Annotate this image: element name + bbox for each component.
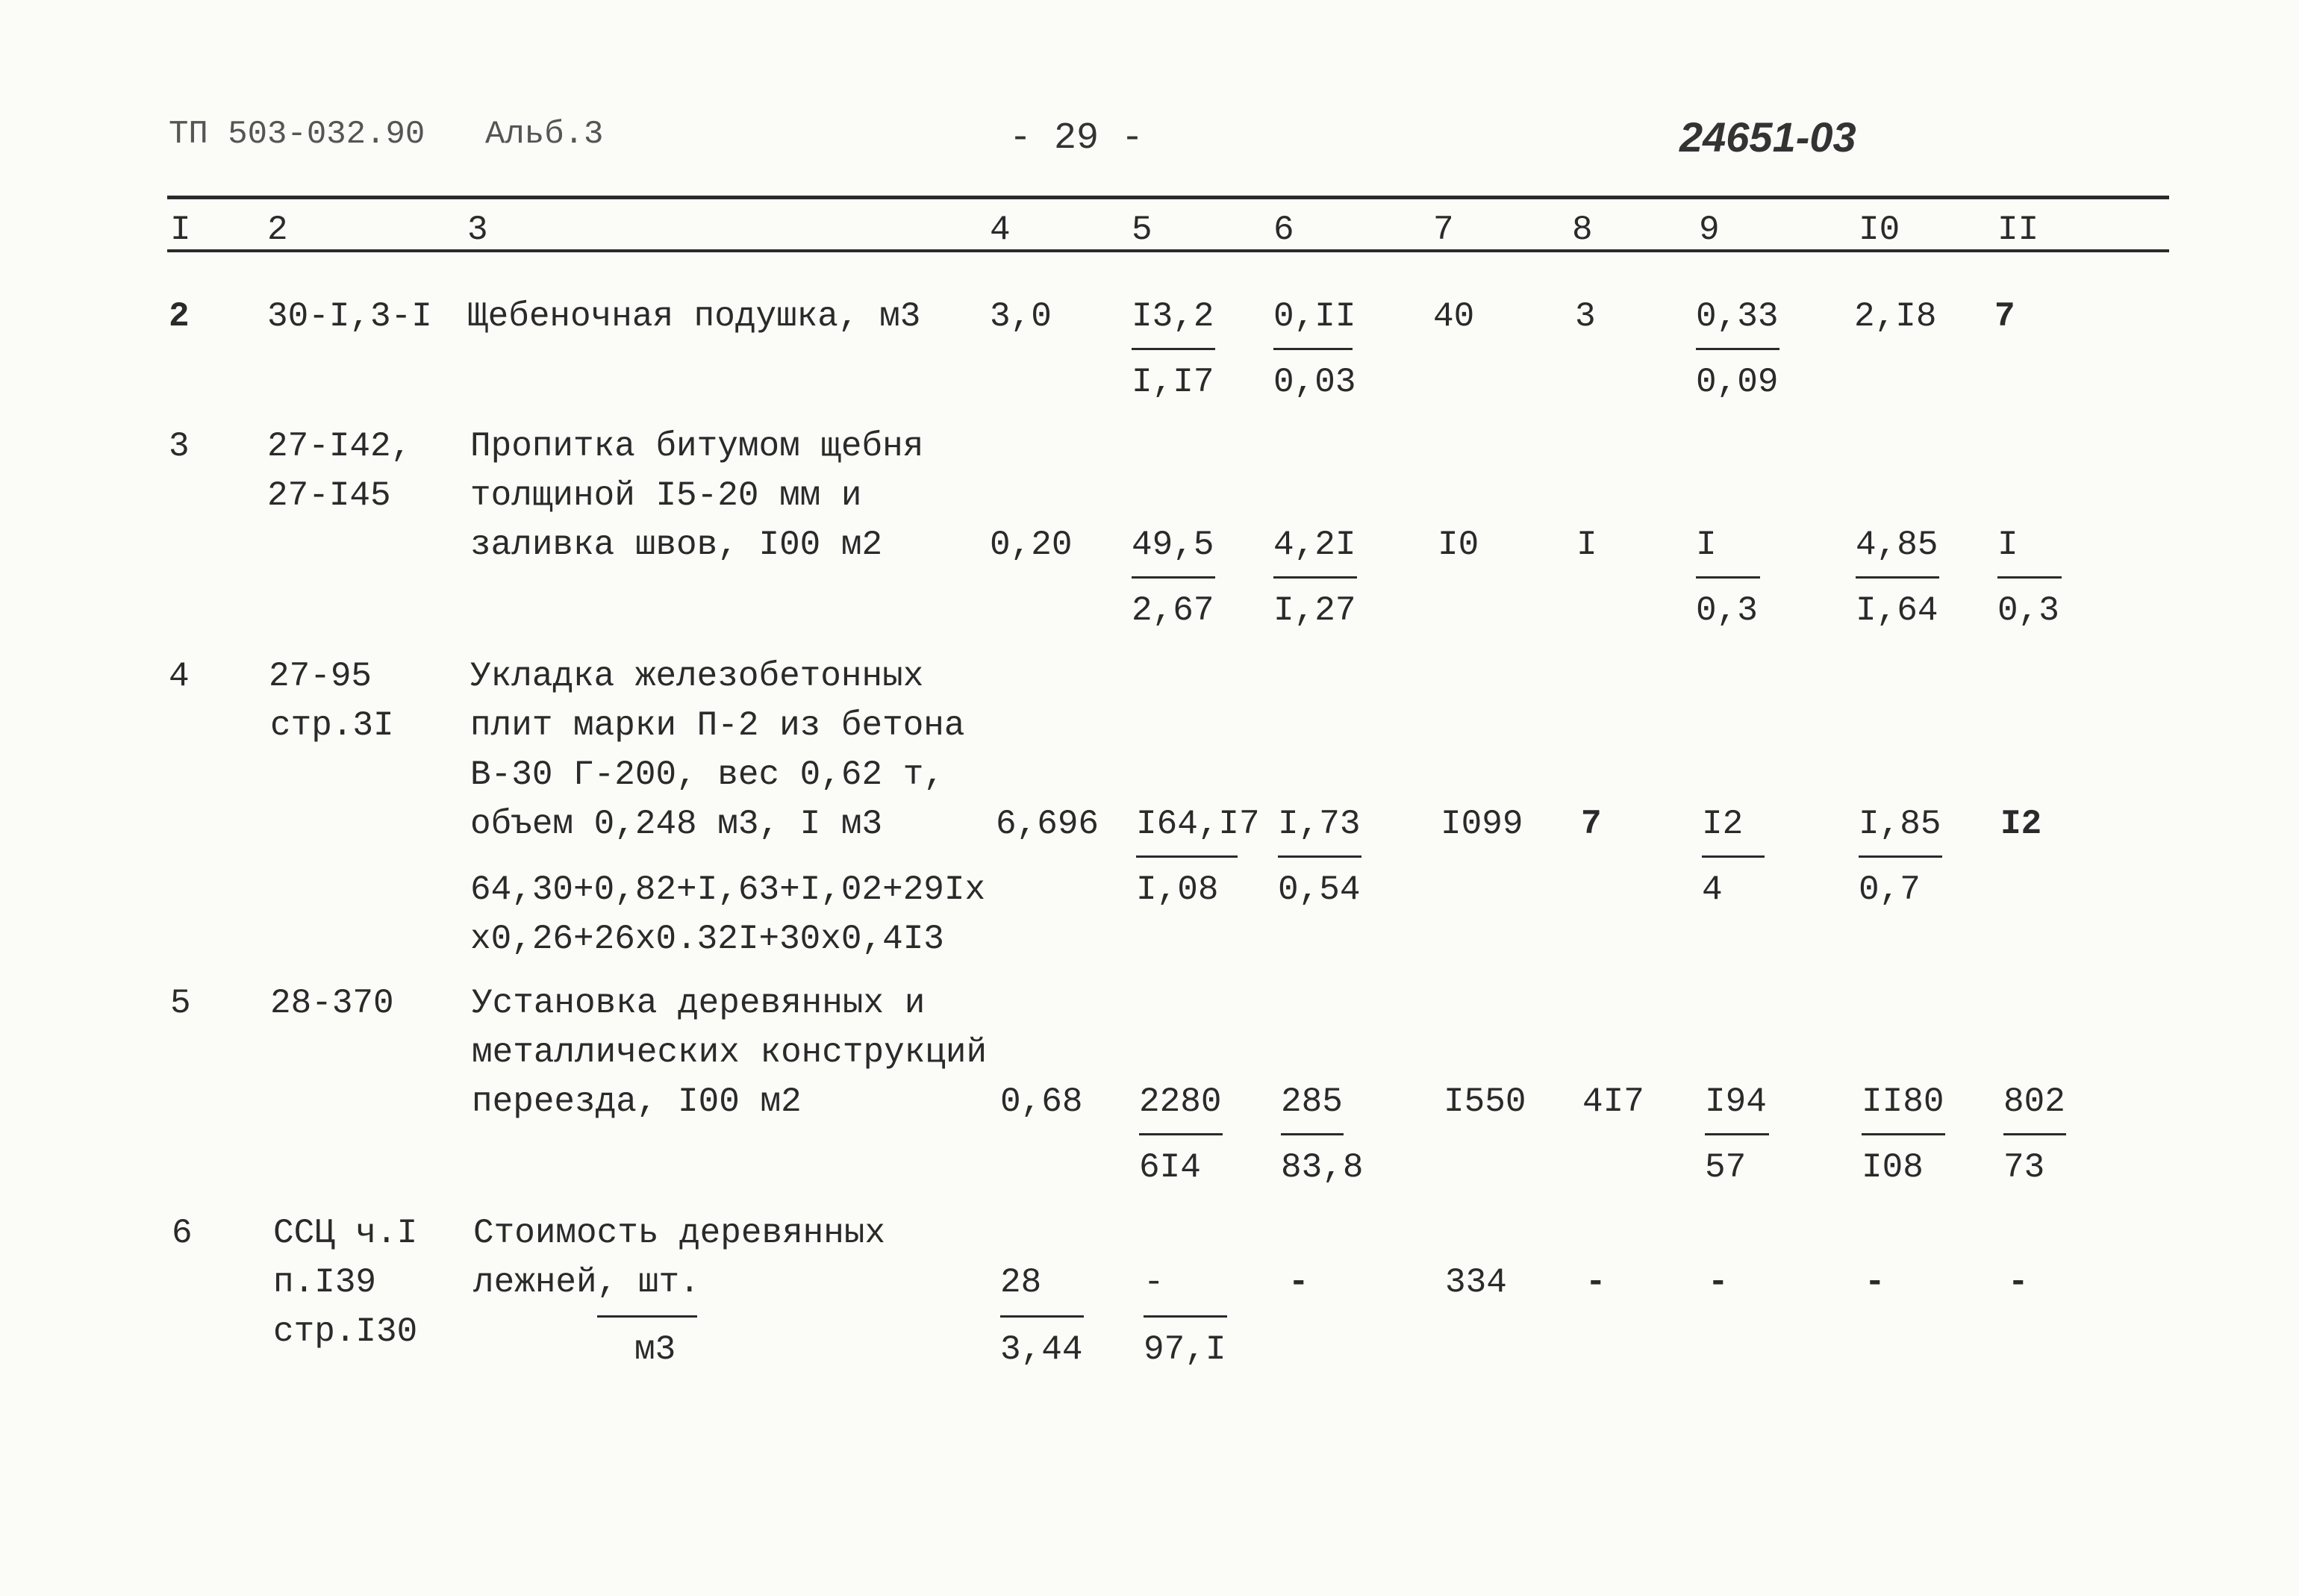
c5-numerator: 49,5 bbox=[1132, 526, 1214, 564]
fraction-bar bbox=[1136, 855, 1238, 858]
quantity: 6,696 bbox=[996, 805, 1099, 844]
c10-value: - bbox=[1865, 1263, 1885, 1302]
c10-numerator: I,85 bbox=[1859, 805, 1941, 844]
c6-denominator: 83,8 bbox=[1281, 1148, 1364, 1187]
quantity-numerator: 28 bbox=[1000, 1263, 1042, 1302]
norm-reference: 28-370 bbox=[270, 984, 394, 1023]
norm-reference: 30-I,3-I bbox=[267, 297, 432, 336]
quantity-denominator: 3,44 bbox=[1000, 1330, 1083, 1369]
row-number: 4 bbox=[169, 657, 190, 696]
quantity: 0,20 bbox=[990, 526, 1073, 564]
fraction-bar bbox=[1273, 576, 1357, 579]
fraction-bar bbox=[597, 1315, 697, 1318]
column-header: 3 bbox=[467, 211, 488, 249]
c8-value: I bbox=[1576, 526, 1597, 564]
c5-denominator: 97,I bbox=[1144, 1330, 1226, 1369]
work-description: толщиной I5-20 мм и bbox=[470, 476, 862, 515]
c8-value: 7 bbox=[1581, 805, 1602, 844]
fraction-bar bbox=[1278, 855, 1361, 858]
column-header: 4 bbox=[990, 211, 1011, 249]
c6-numerator: 285 bbox=[1281, 1082, 1343, 1121]
c7-value: 40 bbox=[1433, 297, 1475, 336]
column-header: 9 bbox=[1699, 211, 1720, 249]
fraction-bar bbox=[1281, 1133, 1344, 1135]
c10-denominator: I08 bbox=[1862, 1148, 1924, 1187]
fraction-bar bbox=[1000, 1315, 1084, 1318]
c9-value: - bbox=[1708, 1263, 1729, 1302]
c5-denominator: I,08 bbox=[1136, 870, 1219, 909]
work-description: Установка деревянных и bbox=[472, 984, 926, 1023]
work-description: лежней, шт. bbox=[473, 1263, 700, 1302]
fraction-bar bbox=[1696, 348, 1779, 350]
norm-reference: п.I39 bbox=[273, 1263, 377, 1302]
c11-value: I2 bbox=[2000, 805, 2042, 844]
c7-value: I0 bbox=[1438, 526, 1479, 564]
c11-numerator: I bbox=[1997, 526, 2018, 564]
fraction-bar bbox=[1139, 1133, 1223, 1135]
fraction-bar bbox=[1862, 1133, 1945, 1135]
c11-denominator: 73 bbox=[2003, 1148, 2045, 1187]
c9-numerator: I94 bbox=[1705, 1082, 1767, 1121]
fraction-bar bbox=[2003, 1133, 2066, 1135]
c10-numerator: 4,85 bbox=[1856, 526, 1938, 564]
fraction-bar bbox=[1997, 576, 2062, 579]
fraction-bar bbox=[1132, 348, 1215, 350]
c9-numerator: I2 bbox=[1702, 805, 1744, 844]
norm-reference: 27-95 bbox=[269, 657, 372, 696]
work-description: Укладка железобетонных bbox=[470, 657, 924, 696]
fraction-bar bbox=[1696, 576, 1760, 579]
table-top-rule bbox=[167, 196, 2169, 199]
quantity: 0,68 bbox=[1000, 1082, 1083, 1121]
calculation-formula: х0,26+26х0.32I+30х0,4I3 bbox=[470, 920, 944, 958]
c6-denominator: 0,54 bbox=[1278, 870, 1361, 909]
c9-denominator: 0,09 bbox=[1696, 363, 1779, 402]
c6-denominator: 0,03 bbox=[1273, 363, 1356, 402]
c8-value: 4I7 bbox=[1582, 1082, 1644, 1121]
norm-reference: стр.3I bbox=[270, 706, 394, 745]
work-description-unit: м3 bbox=[634, 1330, 676, 1369]
column-header: 5 bbox=[1132, 211, 1152, 249]
row-number: 2 bbox=[169, 297, 190, 336]
c6-numerator: 4,2I bbox=[1273, 526, 1356, 564]
c11-denominator: 0,3 bbox=[1997, 591, 2059, 630]
c10-value: 2,I8 bbox=[1854, 297, 1937, 336]
column-header: I0 bbox=[1859, 211, 1900, 249]
fraction-bar bbox=[1859, 855, 1942, 858]
column-header: I bbox=[170, 211, 191, 249]
column-header: 7 bbox=[1433, 211, 1454, 249]
work-description: переезда, I00 м2 bbox=[472, 1082, 802, 1121]
c7-value: I550 bbox=[1444, 1082, 1526, 1121]
document-reference: ТП 503-032.90 bbox=[169, 116, 425, 153]
work-description: плит марки П-2 из бетона bbox=[470, 706, 965, 745]
c5-numerator: I64,I7 bbox=[1136, 805, 1260, 844]
fraction-bar bbox=[1144, 1315, 1227, 1318]
column-header: 2 bbox=[267, 211, 288, 249]
fraction-bar bbox=[1702, 855, 1765, 858]
album-label: Альб.3 bbox=[485, 116, 604, 153]
quantity: 3,0 bbox=[990, 297, 1052, 336]
calculation-formula: 64,30+0,82+I,63+I,02+29Iх bbox=[470, 870, 986, 909]
c5-denominator: 2,67 bbox=[1132, 591, 1214, 630]
c9-denominator: 4 bbox=[1702, 870, 1723, 909]
c11-value: - bbox=[2008, 1263, 2029, 1302]
c8-value: 3 bbox=[1575, 297, 1596, 336]
c11-numerator: 802 bbox=[2003, 1082, 2065, 1121]
c6-value: - bbox=[1288, 1263, 1309, 1302]
c11-value: 7 bbox=[1994, 297, 2015, 336]
column-header: 6 bbox=[1273, 211, 1294, 249]
fraction-bar bbox=[1132, 576, 1215, 579]
c6-denominator: I,27 bbox=[1273, 591, 1356, 630]
document-code: 24651-03 bbox=[1679, 113, 1856, 160]
table-header-rule bbox=[167, 249, 2169, 252]
c5-numerator: 2280 bbox=[1139, 1082, 1222, 1121]
work-description: Пропитка битумом щебня bbox=[470, 427, 924, 466]
c10-denominator: I,64 bbox=[1856, 591, 1938, 630]
c7-value: I099 bbox=[1441, 805, 1523, 844]
row-number: 3 bbox=[169, 427, 190, 466]
c10-numerator: II80 bbox=[1862, 1082, 1944, 1121]
c5-numerator: - bbox=[1144, 1263, 1164, 1302]
norm-reference: стр.I30 bbox=[273, 1312, 418, 1351]
work-description: объем 0,248 м3, I м3 bbox=[470, 805, 883, 844]
norm-reference: 27-I42, bbox=[267, 427, 412, 466]
c5-denominator: I,I7 bbox=[1132, 363, 1214, 402]
c5-numerator: I3,2 bbox=[1132, 297, 1214, 336]
work-description: В-30 Г-200, вес 0,62 т, bbox=[470, 755, 944, 794]
c9-denominator: 57 bbox=[1705, 1148, 1747, 1187]
row-number: 5 bbox=[170, 984, 191, 1023]
c7-value: 334 bbox=[1445, 1263, 1507, 1302]
c5-denominator: 6I4 bbox=[1139, 1148, 1201, 1187]
c9-denominator: 0,3 bbox=[1696, 591, 1758, 630]
fraction-bar bbox=[1273, 348, 1353, 350]
c10-denominator: 0,7 bbox=[1859, 870, 1921, 909]
c8-value: - bbox=[1585, 1263, 1606, 1302]
fraction-bar bbox=[1856, 576, 1939, 579]
c9-numerator: 0,33 bbox=[1696, 297, 1779, 336]
norm-reference: 27-I45 bbox=[267, 476, 391, 515]
work-description: Стоимость деревянных bbox=[473, 1214, 886, 1253]
row-number: 6 bbox=[172, 1214, 193, 1253]
c9-numerator: I bbox=[1696, 526, 1717, 564]
work-description: заливка швов, I00 м2 bbox=[470, 526, 883, 564]
column-header: 8 bbox=[1572, 211, 1593, 249]
work-description: металлических конструкций bbox=[472, 1033, 988, 1072]
c6-numerator: 0,II bbox=[1273, 297, 1356, 336]
fraction-bar bbox=[1705, 1133, 1769, 1135]
page-number: - 29 - bbox=[1009, 117, 1144, 160]
column-header: II bbox=[1997, 211, 2039, 249]
norm-reference: ССЦ ч.I bbox=[273, 1214, 418, 1253]
c6-numerator: I,73 bbox=[1278, 805, 1361, 844]
work-description: Щебеночная подушка, м3 bbox=[467, 297, 921, 336]
